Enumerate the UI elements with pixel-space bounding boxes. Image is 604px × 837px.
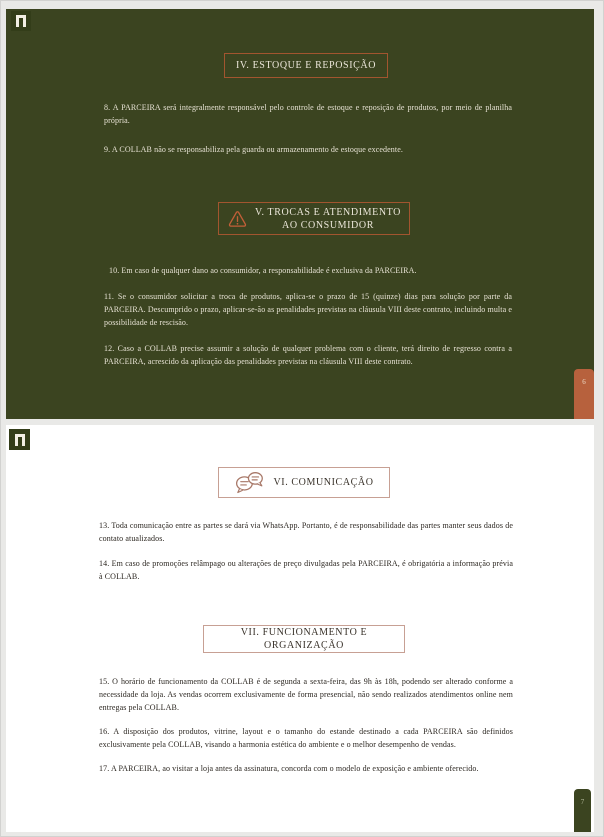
section-header-estoque-e-reposicao (224, 53, 388, 78)
section-header-trocas-e-atendimento (218, 202, 410, 235)
contract-page-6 (6, 9, 594, 419)
clause-paragraph-11: 11. Se o consumidor solicitar a troca de produtos, aplica-se o prazo de 15 (quinze) dias para solução por parte da PARCEIRA. Descumprido o prazo, aplicar-se-ão as penalidades previstas na cláusula VIII deste contrato, incluindo multa e possibilidade de rescisão. (104, 292, 512, 327)
clause-paragraph-10: 10. Em caso de qualquer dano ao consumidor, a responsabilidade é exclusiva da PARCEIRA. (109, 266, 417, 275)
page-number-tab (574, 789, 591, 832)
page-number-tab (574, 369, 594, 419)
pi-monogram-icon (16, 15, 26, 27)
pi-monogram-icon (15, 434, 25, 446)
collab-logo (9, 429, 30, 450)
section-header-comunicacao (218, 467, 390, 498)
clause-paragraph-16: 16. A disposição dos produtos, vitrine, layout e o tamanho do estande destinado a cada PARCEIRA são definidos exclusivamente pela COLLAB, visando a harmonia estética do ambiente e o melhor desempenho de vendas. (99, 727, 513, 749)
section-title: IV. ESTOQUE E REPOSIÇÃO (235, 60, 377, 71)
chat-bubbles-icon (234, 470, 264, 495)
section-title (255, 206, 401, 232)
clause-paragraph-13: 13. Toda comunicação entre as partes se dará via WhatsApp. Portanto, é de responsabilidade das partes manter seus dados de contato atualizados. (99, 521, 513, 543)
clause-paragraph-12: 12. Caso a COLLAB precise assumir a solução de qualquer problema com o cliente, terá direito de regresso contra a PARCEIRA, acrescido da aplicação das penalidades previstas na cláusula VIII deste contrato. (104, 344, 512, 366)
clause-paragraph-8: 8. A PARCEIRA será integralmente responsável pelo controle de estoque e reposição de produtos, por meio de planilha própria. (104, 103, 512, 125)
section-title: VII. FUNCIONAMENTO E ORGANIZAÇÃO (240, 627, 368, 651)
page-number: 7 (580, 798, 585, 806)
section-header-funcionamento-e-organizacao (203, 625, 405, 653)
section-title-line-1: V. TROCAS E ATENDIMENTO (254, 206, 402, 218)
collab-logo (11, 11, 31, 31)
page-number: 6 (582, 378, 586, 386)
clause-paragraph-9: 9. A COLLAB não se responsabiliza pela guarda ou armazenamento de estoque excedente. (104, 145, 403, 154)
section-title: VI. COMUNICAÇÃO (273, 477, 374, 488)
section-title-line-2: AO CONSUMIDOR (282, 219, 374, 231)
clause-paragraph-15: 15. O horário de funcionamento da COLLAB é de segunda a sexta-feira, das 9h às 18h, podendo ser alterado conforme a necessidade da loja. As vendas ocorrem exclusivamente de forma presencial, não sendo realizados atendimentos online nem entregas pela COLLAB. (99, 677, 513, 712)
clause-paragraph-17: 17. A PARCEIRA, ao visitar a loja antes da assinatura, concorda com o modelo de exposição e ambiente oferecido. (99, 764, 479, 773)
warning-triangle-icon (228, 210, 247, 228)
contract-page-7 (6, 425, 594, 832)
clause-paragraph-14: 14. Em caso de promoções relâmpago ou alterações de preço divulgadas pela PARCEIRA, é obrigatória a informação prévia à COLLAB. (99, 559, 513, 581)
